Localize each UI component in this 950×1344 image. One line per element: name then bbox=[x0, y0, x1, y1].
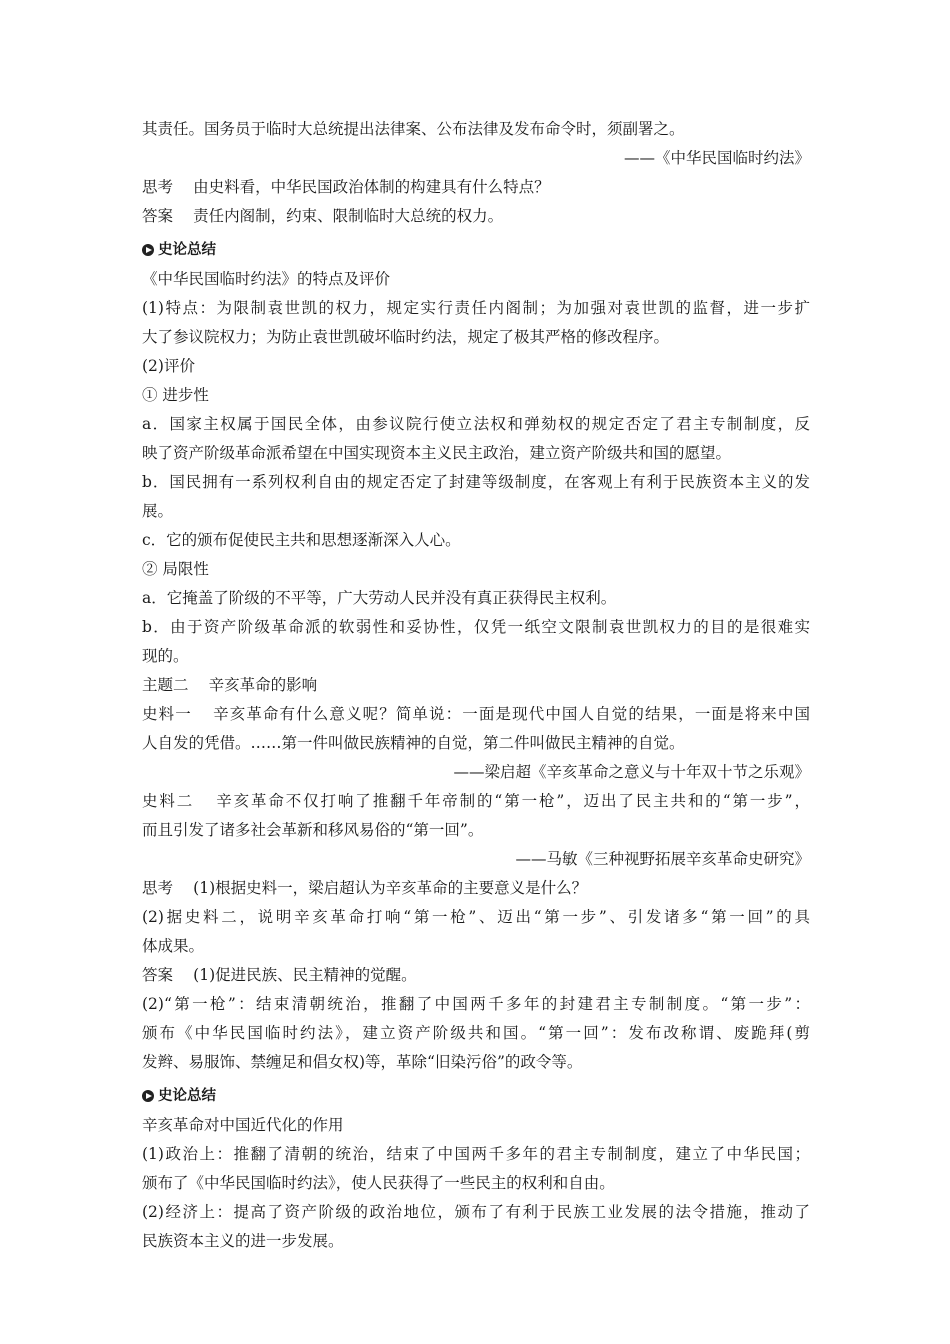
summary-paragraph: (2)评价 bbox=[142, 357, 195, 375]
source-text: 而且引发了诸多社会革新和移风易俗的“第一回”。 bbox=[142, 821, 484, 839]
list-item: a．它掩盖了阶级的不平等，广大劳动人民并没有真正获得民主权利。 bbox=[142, 589, 617, 607]
list-item: b．国民拥有一系列权利自由的规定否定了封建等级制度，在客观上有利于民族资本主义的发 bbox=[142, 473, 810, 491]
question-text: (1)根据史料一，梁启超认为辛亥革命的主要意义是什么？ bbox=[193, 879, 588, 897]
summary-heading-label: 史论总结 bbox=[158, 242, 216, 258]
answer-label: 答案 bbox=[142, 966, 174, 984]
source-label: 史料二 bbox=[142, 792, 195, 810]
summary-title: 《中华民国临时约法》的特点及评价 bbox=[142, 270, 391, 288]
intro-text: 其责任。国务员于临时大总统提出法律案、公布法律及发布命令时，须副署之。 bbox=[142, 120, 685, 138]
document-page bbox=[142, 115, 810, 1256]
answer-text: 责任内阁制，约束、限制临时大总统的权力。 bbox=[193, 207, 504, 225]
answer-label: 答案 bbox=[142, 207, 174, 225]
play-circle-icon bbox=[142, 1090, 154, 1102]
answer-text: (1)促进民族、民主精神的觉醒。 bbox=[193, 966, 417, 984]
think-text: 由史料看，中华民国政治体制的构建具有什么特点？ bbox=[193, 178, 550, 196]
list-item: c．它的颁布促使民主共和思想逐渐深入人心。 bbox=[142, 531, 461, 549]
think-label: 思考 bbox=[142, 178, 174, 196]
summary-paragraph: 民族资本主义的进一步发展。 bbox=[142, 1232, 344, 1250]
source-label: 史料一 bbox=[142, 705, 192, 723]
summary-paragraph: 颁布了《中华民国临时约法》，使人民获得了一些民主的权利和自由。 bbox=[142, 1174, 615, 1192]
list-item: b．由于资产阶级革命派的软弱性和妥协性，仅凭一纸空文限制袁世凯权力的目的是很难实 bbox=[142, 618, 810, 636]
think-2 bbox=[142, 874, 810, 903]
theme-text: 辛亥革命的影响 bbox=[208, 676, 318, 694]
source-text: 人自发的凭借。……第一件叫做民族精神的自觉，第二件叫做民主精神的自觉。 bbox=[142, 734, 685, 752]
source-1 bbox=[142, 700, 810, 729]
summary-heading-1 bbox=[142, 237, 810, 263]
answer-text: (2)“第一枪”：结束清朝统治，推翻了中国两千多年的封建君主专制制度。“第一步”： bbox=[142, 995, 810, 1013]
answer-text: 颁布《中华民国临时约法》，建立资产阶级共和国。“第一回”：发布改称谓、废跪拜(剪 bbox=[142, 1024, 810, 1042]
source-citation: ——梁启超《辛亥革命之意义与十年双十节之乐观》 bbox=[453, 763, 810, 781]
summary-paragraph: (1)特点：为限制袁世凯的权力，规定实行责任内阁制；为加强对袁世凯的监督，进一步扩 bbox=[142, 299, 810, 317]
source-text: 辛亥革命有什么意义呢？简单说：一面是现代中国人自觉的结果，一面是将来中国 bbox=[211, 705, 810, 723]
summary-paragraph: (1)政治上：推翻了清朝的统治，结束了中国两千多年的君主专制制度，建立了中华民国； bbox=[142, 1145, 810, 1163]
theme-label: 主题二 bbox=[142, 676, 189, 694]
list-item: 映了资产阶级革命派希望在中国实现资本主义民主政治，建立资产阶级共和国的愿望。 bbox=[142, 444, 732, 462]
answer-2 bbox=[142, 961, 810, 990]
answer-1 bbox=[142, 202, 810, 231]
summary-paragraph: (2)经济上：提高了资产阶级的政治地位，颁布了有利于民族工业发展的法令措施，推动了 bbox=[142, 1203, 810, 1221]
source-2 bbox=[142, 787, 810, 816]
subsection-title: ① 进步性 bbox=[142, 386, 209, 404]
subsection-title: ② 局限性 bbox=[142, 560, 209, 578]
question-text: (2)据史料二，说明辛亥革命打响“第一枪”、迈出“第一步”、引发诸多“第一回”的具 bbox=[142, 908, 810, 926]
summary-paragraph: 大了参议院权力；为防止袁世凯破坏临时约法，规定了极其严格的修改程序。 bbox=[142, 328, 670, 346]
list-item: a．国家主权属于国民全体，由参议院行使立法权和弹劾权的规定否定了君主专制制度，反 bbox=[142, 415, 810, 433]
source-citation: ——马敏《三种视野拓展辛亥革命史研究》 bbox=[515, 850, 810, 868]
source-text: 辛亥革命不仅打响了推翻千年帝制的“第一枪”，迈出了民主共和的“第一步”， bbox=[214, 792, 810, 810]
summary-heading-label: 史论总结 bbox=[158, 1088, 216, 1104]
summary-title: 辛亥革命对中国近代化的作用 bbox=[142, 1116, 344, 1134]
think-label: 思考 bbox=[142, 879, 174, 897]
intro-source: ——《中华民国临时约法》 bbox=[623, 149, 810, 167]
summary-heading-2 bbox=[142, 1083, 810, 1109]
theme-heading bbox=[142, 671, 810, 700]
list-item: 现的。 bbox=[142, 647, 189, 665]
play-circle-icon bbox=[142, 244, 154, 256]
think-1 bbox=[142, 173, 810, 202]
answer-text: 发辫、易服饰、禁缠足和倡女权)等，革除“旧染污俗”的政令等。 bbox=[142, 1053, 583, 1071]
list-item: 展。 bbox=[142, 502, 174, 520]
question-text: 体成果。 bbox=[142, 937, 205, 955]
